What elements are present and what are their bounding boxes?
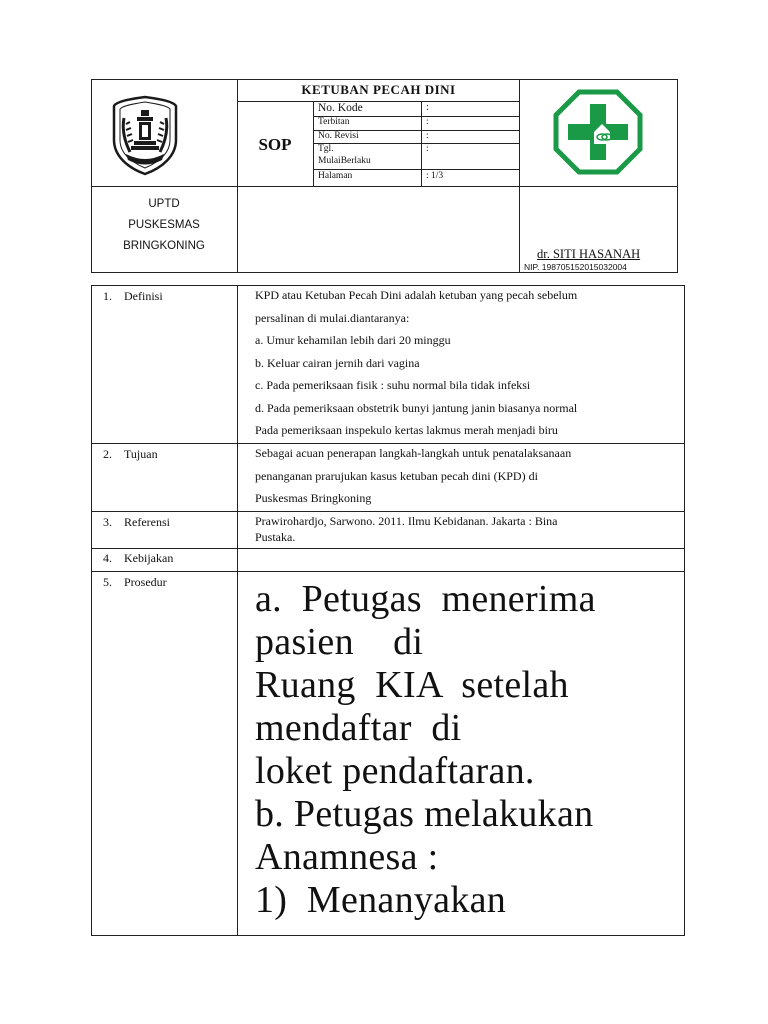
definisi-line: d. Pada pemeriksaan obstetrik bunyi jantung janin biasanya normal [255,400,578,415]
section-number-3: 3. [103,515,112,529]
referensi-content [255,514,677,545]
meta-label-tgl-line1: Tgl. [318,144,334,154]
section-label-kebijakan: Kebijakan [124,551,174,565]
prosedur-line: Ruang KIA setelah [255,664,569,706]
referensi-line: Prawirohardjo, Sarwono. 2011. Ilmu Kebidanan. Jakarta : Bina [255,514,558,528]
meta-value-halaman: : 1/3 [426,171,444,181]
meta-label-halaman: Halaman [318,171,353,181]
meta-label-no-revisi: No. Revisi [318,131,359,141]
signatory-nip: NIP. 198705152015032004 [524,262,627,272]
meta-value-no-revisi: : [426,131,429,141]
definisi-content [255,284,677,442]
prosedur-line: pasien di [255,621,424,663]
section-number-1: 1. [103,289,112,303]
prosedur-line: Anamnesa : [255,836,439,878]
meta-value-terbitan: : [426,117,429,127]
meta-value-no-kode: : [426,102,429,113]
org-line-uptd: UPTD [148,198,180,210]
meta-label-tgl-line2: MulaiBerlaku [318,156,371,166]
tujuan-content [255,442,677,510]
prosedur-line: b. Petugas melakukan [255,793,594,835]
puskesmas-logo [552,86,644,178]
signatory-name: dr. SITI HASANAH [537,247,641,261]
org-line-bringkoning: BRINGKONING [123,240,205,252]
meta-label-terbitan: Terbitan [318,117,350,127]
referensi-line: Pustaka. [255,529,296,544]
section-number-4: 4. [103,551,112,565]
section-number-5: 5. [103,575,112,589]
section-label-tujuan: Tujuan [124,447,158,461]
definisi-line: c. Pada pemeriksaan fisik : suhu normal bila tidak infeksi [255,378,531,392]
document-title: KETUBAN PECAH DINI [301,82,456,97]
section-label-definisi: Definisi [124,289,163,303]
meta-value-tgl: : [426,144,429,154]
prosedur-line: loket pendaftaran. [255,750,535,792]
regency-crest-logo [104,94,186,176]
definisi-line: KPD atau Ketuban Pecah Dini adalah ketuban yang pecah sebelum [255,288,578,302]
prosedur-line: 1) Menanyakan [255,879,507,921]
tujuan-line: Puskesmas Bringkoning [255,491,372,505]
definisi-line: persalinan di mulai.diantaranya: [255,310,410,325]
tujuan-line: penanganan prarujukan kasus ketuban pecah dini (KPD) di [255,468,538,483]
sop-label: SOP [258,135,292,154]
prosedur-line: mendaftar di [255,707,462,749]
prosedur-content [255,578,680,922]
definisi-line: a. Umur kehamilan lebih dari 20 minggu [255,333,451,347]
section-number-2: 2. [103,447,112,461]
definisi-line: Pada pemeriksaan inspekulo kertas lakmus merah menjadi biru [255,423,558,437]
tujuan-line: Sebagai acuan penerapan langkah-langkah untuk penatalaksanaan [255,446,572,460]
meta-label-no-kode: No. Kode [318,102,363,114]
org-line-puskesmas: PUSKESMAS [128,219,200,231]
section-label-prosedur: Prosedur [124,575,167,589]
definisi-line: b. Keluar cairan jernih dari vagina [255,355,420,370]
section-label-referensi: Referensi [124,515,170,529]
prosedur-line: a. Petugas menerima [255,578,596,620]
